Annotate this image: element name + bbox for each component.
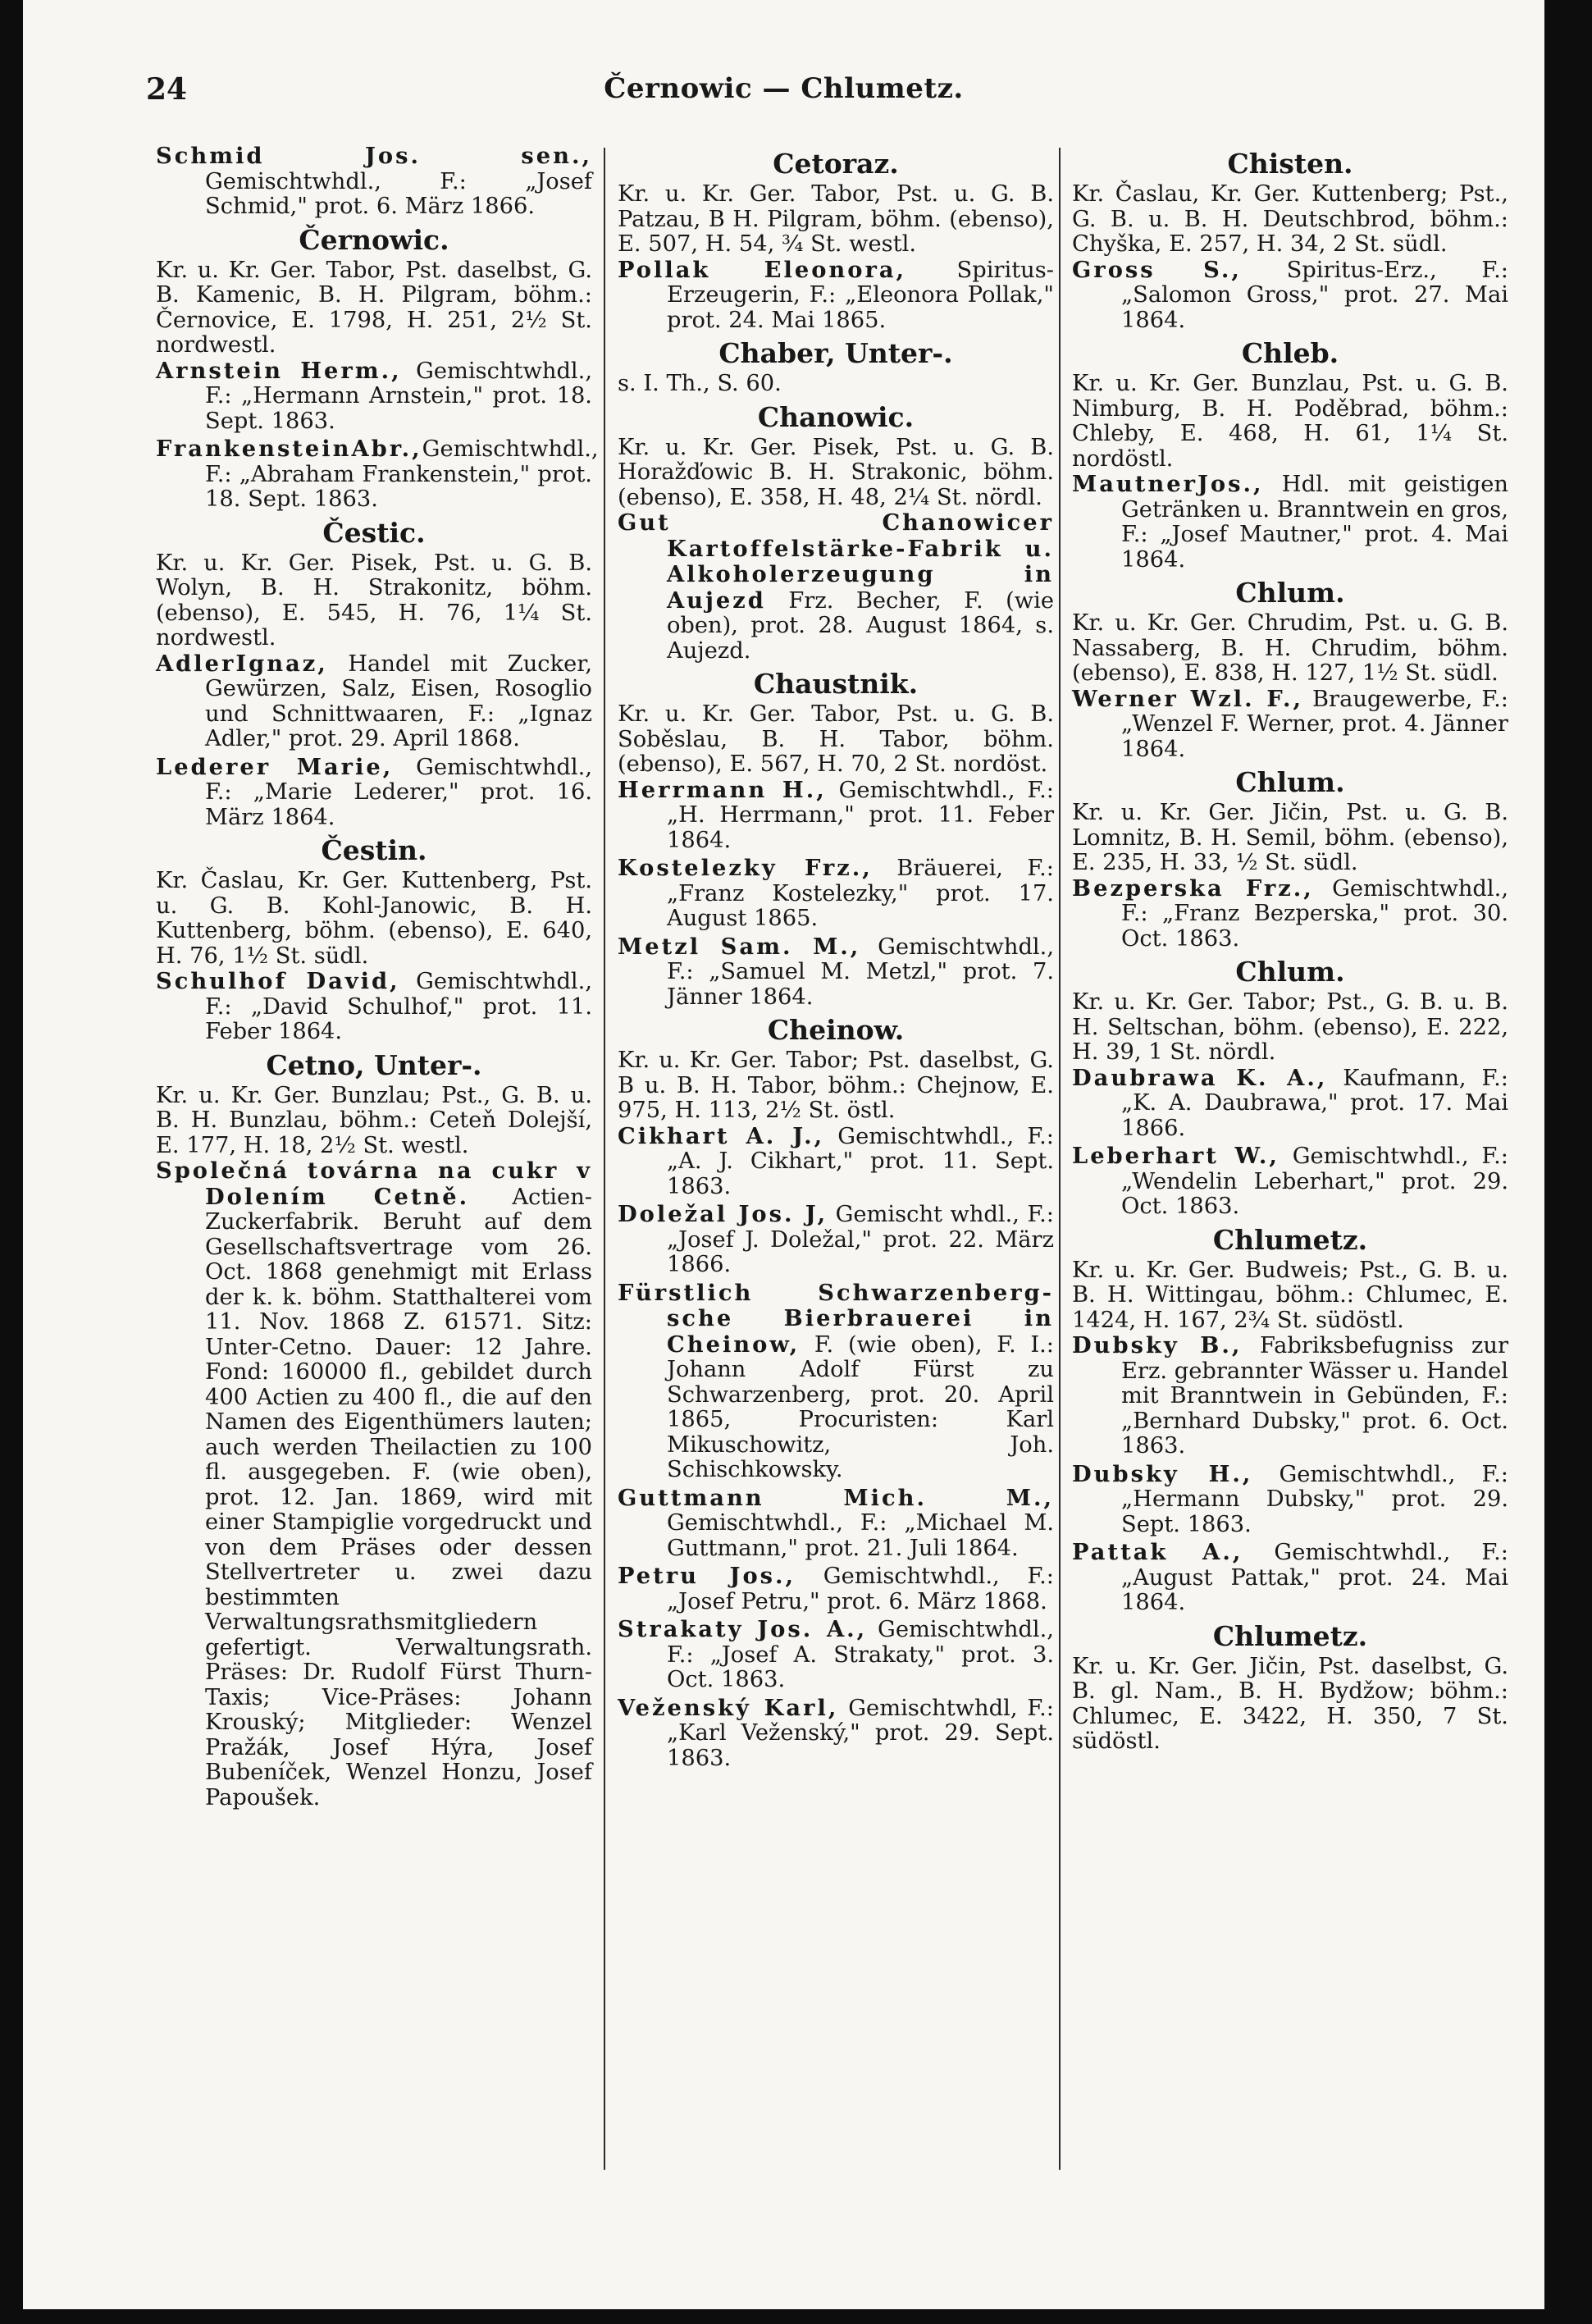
- entry-text: Gemischtwhdl., F.: „Samuel M. Metzl," prot. 7. Jänner 1864.: [667, 934, 1055, 1010]
- place-info: Kr. u. Kr. Ger. Bunzlau; Pst., G. B. u. B. H. Bunzlau, böhm.: Ceteň Dolejší, E. 177, H. 18, 2½ St. westl.: [156, 1082, 592, 1158]
- business-entry: [1072, 1066, 1508, 1142]
- business-entry: [618, 1124, 1054, 1200]
- entry-text: Gemischtwhdl., F.: „Michael M. Guttmann," prot. 21. Juli 1864.: [667, 1510, 1054, 1561]
- entry-text: Gemischtwhdl., F.: „Josef Schmid," prot. 6. März 1866.: [205, 168, 592, 219]
- entry-text: Gemischtwhdl., F.: „H. Herrmann," prot. 11. Feber 1864.: [667, 777, 1055, 853]
- business-entry: [618, 856, 1054, 932]
- entry-name: FrankensteinAbr.,: [156, 436, 422, 462]
- entry-text: Braugewerbe, F.: „Wenzel F. Werner, prot. 4. Jänner 1864.: [1121, 686, 1508, 762]
- column-divider: [1059, 148, 1061, 2170]
- entry-name: Pattak A.,: [1072, 1539, 1243, 1565]
- business-entry: [618, 1486, 1054, 1562]
- business-entry: [618, 934, 1054, 1011]
- place-info: s. I. Th., S. 60.: [618, 371, 782, 396]
- entry-name: Strakaty Jos. A.,: [618, 1616, 868, 1642]
- business-entry: [618, 1281, 1054, 1483]
- entry-name: Schmid Jos. sen.,: [156, 143, 592, 169]
- entry-text: Gemischtwhdl., F.: „Wendelin Leberhart," prot. 29. Oct. 1863.: [1121, 1144, 1508, 1219]
- business-entry: [156, 755, 592, 831]
- place-info: Kr. u. Kr. Ger. Jičin, Pst. daselbst, G. B. gl. Nam., B. H. Bydžow; böhm.: Chlumec, E. 3422, H. 350, 7 St. südöstl.: [1072, 1653, 1508, 1754]
- entry-text: Gemischtwhdl., F.: „Abraham Frankenstein," prot. 18. Sept. 1863.: [205, 436, 599, 512]
- entry-name: Metzl Sam. M.,: [618, 933, 861, 960]
- place-heading: Cheinow.: [767, 1014, 905, 1046]
- business-entry: [1072, 472, 1508, 573]
- place-info: Kr. u. Kr. Ger. Tabor, Pst. u. G. B. Soběslau, B. H. Tabor, böhm. (ebenso), E. 567, H. 70, 2 St. nordöst.: [618, 701, 1054, 777]
- business-entry: [1072, 1540, 1508, 1616]
- place-heading: Chisten.: [1227, 148, 1353, 180]
- entry-text: Gemischtwhdl., F.: „Hermann Arnstein," prot. 18. Sept. 1863.: [205, 358, 592, 434]
- business-entry: [618, 1564, 1054, 1614]
- entry-name: Fürstlich Schwarzenberg-sche Bierbrauerei in Cheinow,: [618, 1279, 1054, 1358]
- entry-text: Bräuerei, F.: „Franz Kostelezky," prot. 17. August 1865.: [667, 856, 1054, 931]
- place-info: Kr. u. Kr. Ger. Pisek, Pst. u. G. B. Horažďowic B. H. Strakonic, böhm. (ebenso), E. 358, H. 48, 2¼ St. nördl.: [618, 434, 1054, 510]
- place-info: Kr. u. Kr. Ger. Bunzlau, Pst. u. G. B. Nimburg, B. H. Poděbrad, böhm.: Chleby, E. 468, H. 61, 1¼ St. nordöstl.: [1072, 371, 1508, 472]
- running-head: Černowic — Chlumetz.: [604, 72, 964, 105]
- entry-name: Doležal Jos. J,: [618, 1201, 828, 1227]
- business-entry: [618, 1617, 1054, 1693]
- entry-text: Handel mit Zucker, Gewürzen, Salz, Eisen, Rosoglio und Schnittwaaren, F.: „Ignaz Adler," prot. 29. April 1868.: [205, 651, 592, 751]
- text-column-left: [156, 143, 599, 1813]
- entry-text: Gemischtwhdl., F.: „August Pattak," prot. 24. Mai 1864.: [1121, 1540, 1508, 1615]
- entry-text: Spiritus-Erz., F.: „Salomon Gross," prot. 27. Mai 1864.: [1121, 257, 1508, 333]
- business-entry: [156, 969, 592, 1045]
- business-entry: [618, 510, 1054, 664]
- place-heading: Chaber, Unter-.: [718, 337, 953, 369]
- entry-name: Gross S.,: [1072, 256, 1242, 283]
- entry-name: MautnerJos.,: [1072, 471, 1264, 497]
- business-entry: [1072, 687, 1508, 763]
- place-info: Kr. u. Kr. Ger. Jičin, Pst. u. G. B. Lomnitz, B. H. Semil, böhm. (ebenso), E. 235, H. 33, ½ St. südl.: [1072, 800, 1508, 875]
- business-entry: [1072, 258, 1508, 334]
- entry-name: Schulhof David,: [156, 968, 400, 994]
- entry-name: Herrmann H.,: [618, 776, 827, 803]
- entry-name: Arnstein Herm.,: [156, 357, 402, 384]
- text-column-right: [1072, 144, 1508, 1755]
- entry-text: Gemischtwhdl., F.: „Josef Petru," prot. 6. März 1868.: [667, 1564, 1055, 1614]
- page-header: [23, 72, 1544, 121]
- entry-text: Gemischtwhdl, F.: „Karl Veženský," prot. 29. Sept. 1863.: [667, 1695, 1054, 1771]
- entry-name: Dubsky H.,: [1072, 1460, 1253, 1487]
- place-info: Kr. u. Kr. Ger. Tabor; Pst. daselbst, G. B u. B. H. Tabor, böhm.: Chejnow, E. 975, H. 113, 2½ St. östl.: [618, 1048, 1054, 1123]
- entry-text: Gemischtwhdl., F.: „Josef A. Strakaty," prot. 3. Oct. 1863.: [667, 1617, 1054, 1692]
- entry-name: Daubrawa K. A.,: [1072, 1064, 1328, 1091]
- column-divider: [604, 148, 605, 2170]
- entry-text: F. (wie oben), F. I.: Johann Adolf Fürst zu Schwarzenberg, prot. 20. April 1865, Procuristen: Karl Mikuschowitz, Joh. Schischkowsky.: [667, 1331, 1054, 1482]
- place-heading: Černowic.: [299, 223, 449, 256]
- entry-text: Spiritus-Erzeugerin, F.: „Eleonora Pollak," prot. 24. Mai 1865.: [667, 257, 1054, 333]
- business-entry: [618, 1202, 1054, 1278]
- place-heading: Cetoraz.: [773, 148, 899, 180]
- place-heading: Cetno, Unter-.: [266, 1048, 482, 1081]
- business-entry: [156, 144, 592, 220]
- entry-text: Gemischtwhdl., F.: „Hermann Dubsky," prot. 29. Sept. 1863.: [1121, 1461, 1508, 1537]
- place-info: Kr. u. Kr. Ger. Chrudim, Pst. u. G. B. Nassaberg, B. H. Chrudim, böhm. (ebenso), E. 838, H. 127, 1½ St. südl.: [1072, 610, 1508, 686]
- place-heading: Chleb.: [1241, 337, 1339, 369]
- entry-text: Actien-Zuckerfabrik. Beruht auf dem Gesellschaftsvertrage vom 26. Oct. 1868 genehmigt mit Erlass der k. k. böhm. Statthalterei vom 11. Nov. 1868 Z. 61571. Sitz: Unter-Cetno. Dauer: 12 Jahre. Fond: 160000 fl., gebildet durch 400 Actien zu 400 fl., die auf den Namen des Eigenthümers lauten; auch werden Theilactien zu 100 fl. ausgegeben. F. (wie oben), prot. 12. Jan. 1869, wird mit einer Stampiglie vorgedruckt und von dem Präses oder dessen Stellvertreter u. zwei dazu bestimmten Verwaltungsrathsmitgliedern gefertigt. Verwaltungsrath. Präses: Dr. Rudolf Fürst Thurn-Taxis; Vice-Präses: Johann Krouský; Mitglieder: Wenzel Pražák, Josef Hýra, Josef Bubeníček, Wenzel Honzu, Josef Papoušek.: [205, 1184, 592, 1810]
- place-info: Kr. u. Kr. Ger. Tabor; Pst., G. B. u. B. H. Seltschan, böhm. (ebenso), E. 222, H. 39, 1 St. nördl.: [1072, 989, 1508, 1065]
- business-entry: [618, 1696, 1054, 1772]
- business-entry: [156, 651, 592, 752]
- place-info: Kr. Časlau, Kr. Ger. Kuttenberg, Pst. u. G. B. Kohl-Janowic, B. H. Kuttenberg, böhm. (ebenso), E. 640, H. 76, 1½ St. südl.: [156, 868, 592, 969]
- text-column-middle: [618, 144, 1054, 1774]
- entry-name: Veženský Karl,: [618, 1694, 839, 1721]
- place-info: Kr. u. Kr. Ger. Budweis; Pst., G. B. u. B. H. Wittingau, böhm.: Chlumec, E. 1424, H. 167, 2¾ St. südöstl.: [1072, 1257, 1508, 1333]
- entry-text: Gemischtwhdl., F.: „Franz Bezperska," prot. 30. Oct. 1863.: [1121, 875, 1508, 952]
- place-heading: Čestin.: [321, 834, 427, 866]
- place-info: Kr. u. Kr. Ger. Tabor, Pst. u. G. B. Patzau, B H. Pilgram, böhm. (ebenso), E. 507, H. 54, ¾ St. westl.: [618, 181, 1054, 257]
- place-heading: Čestic.: [322, 516, 426, 549]
- business-entry: [156, 436, 599, 513]
- entry-name: Werner Wzl. F.,: [1072, 685, 1304, 712]
- business-entry: [1072, 1144, 1508, 1220]
- entry-name: Pollak Eleonora,: [618, 256, 907, 283]
- entry-name: Gut Chanowicer Kartoffelstärke-Fabrik u. Alkoholerzeugung in Aujezd: [618, 509, 1054, 614]
- place-heading: Chlumetz.: [1212, 1619, 1368, 1652]
- entry-name: AdlerIgnaz,: [156, 650, 328, 677]
- business-entry: [1072, 1333, 1508, 1459]
- entry-name: Společná továrna na cukr v Dolením Cetně.: [156, 1157, 592, 1210]
- entry-name: Bezperska Frz.,: [1072, 874, 1314, 902]
- business-entry: [1072, 876, 1508, 952]
- entry-name: Leberhart W.,: [1072, 1143, 1280, 1169]
- place-heading: Chlum.: [1235, 577, 1345, 609]
- business-entry: [156, 1158, 592, 1810]
- place-heading: Chanowic.: [757, 400, 915, 433]
- entry-name: Guttmann Mich. M.,: [618, 1484, 1054, 1511]
- place-info: Kr. u. Kr. Ger. Pisek, Pst. u. G. B. Wolyn, B. H. Strakonitz, böhm. (ebenso), E. 545, H. 76, 1¼ St. nordwestl.: [156, 550, 592, 651]
- business-entry: [156, 358, 592, 435]
- business-entry: [1072, 1462, 1508, 1538]
- entry-text: Gemischtwhdl., F.: „A. J. Cikhart," prot. 11. Sept. 1863.: [667, 1123, 1054, 1199]
- place-heading: Chlumetz.: [1212, 1223, 1368, 1256]
- place-heading: Chlum.: [1235, 956, 1345, 988]
- entry-text: Kaufmann, F.: „K. A. Daubrawa," prot. 17. Mai 1866.: [1121, 1065, 1509, 1141]
- entry-text: Fabriksbefugniss zur Erz. gebrannter Wässer u. Handel mit Branntwein in Gebünden, F.: „Bernhard Dubsky," prot. 6. Oct. 1863.: [1121, 1333, 1509, 1459]
- entry-name: Lederer Marie,: [156, 753, 394, 780]
- page-number: 24: [146, 72, 188, 107]
- business-entry: [618, 778, 1054, 854]
- place-info: Kr. u. Kr. Ger. Tabor, Pst. daselbst, G. B. Kamenic, B. H. Pilgram, böhm.: Černovice, E. 1798, H. 251, 2½ St. nordwestl.: [156, 257, 592, 358]
- entry-name: Dubsky B.,: [1072, 1332, 1243, 1358]
- document-page: [23, 0, 1544, 2309]
- entry-name: Kostelezky Frz.,: [618, 855, 873, 881]
- business-entry: [618, 258, 1054, 334]
- place-heading: Chlum.: [1235, 766, 1345, 798]
- entry-name: Petru Jos.,: [618, 1563, 796, 1589]
- entry-name: Cikhart A. J.,: [618, 1122, 825, 1149]
- entry-text: Hdl. mit geistigen Getränken u. Branntwein en gros, F.: „Josef Mautner," prot. 4. Mai 1864.: [1121, 472, 1508, 573]
- entry-text: Frz. Becher, F. (wie oben), prot. 28. August 1864, s. Aujezd.: [667, 587, 1054, 664]
- entry-text: Gemischtwhdl., F.: „Marie Lederer," prot. 16. März 1864.: [205, 754, 592, 830]
- place-info: Kr. Časlau, Kr. Ger. Kuttenberg; Pst., G. B. u. B. H. Deutschbrod, böhm.: Chyška, E. 257, H. 34, 2 St. südl.: [1072, 181, 1508, 257]
- place-heading: Chaustnik.: [753, 668, 919, 700]
- entry-text: Gemischt whdl., F.: „Josef J. Doležal," prot. 22. März 1866.: [667, 1202, 1054, 1277]
- entry-text: Gemischtwhdl., F.: „David Schulhof," prot. 11. Feber 1864.: [205, 969, 592, 1044]
